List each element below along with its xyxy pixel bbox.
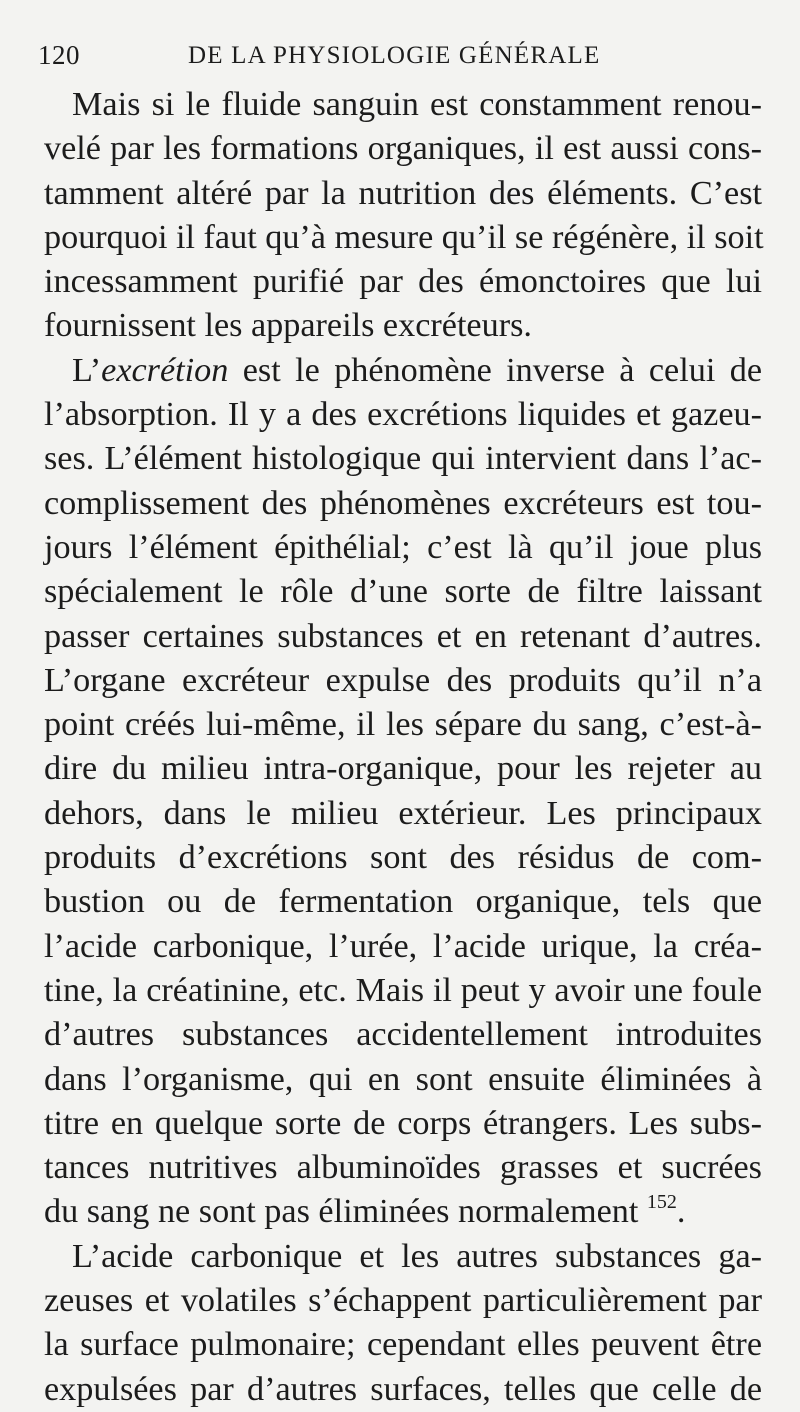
running-head: DE LA PHYSIOLOGIE GÉNÉRALE — [188, 42, 601, 69]
text-line — [44, 1190, 762, 1234]
text-line: tine, la créatinine, etc. Mais il peut y avoir une foule — [44, 971, 762, 1009]
text-line: L’organe excréteur expulse des produits qu’il n’a — [44, 661, 762, 699]
text-line: zeuses et volatiles s’échappent particulièrement par — [44, 1282, 762, 1320]
text-line: produits d’excrétions sont des résidus de com- — [44, 839, 762, 877]
text-line: Mais si le fluide sanguin est constamment renou- — [72, 86, 762, 123]
text-line: L’acide carbonique et les autres substances ga- — [72, 1237, 762, 1275]
italic-term: excrétion — [101, 351, 229, 389]
text-line: fournissent les appareils excréteurs. — [44, 307, 532, 345]
text-line: jours l’élément épithélial; c’est là qu’il joue plus — [44, 528, 762, 566]
paragraph-3 — [44, 1235, 762, 1412]
text-line: passer certaines substances et en retenant d’autres. — [44, 617, 762, 655]
text-line: dire du milieu intra-organique, pour les rejeter au — [44, 750, 762, 788]
text-line: dehors, dans le milieu extérieur. Les principaux — [44, 794, 762, 832]
text-line: titre en quelque sorte de corps étrangers. Les subs- — [44, 1104, 762, 1142]
text-line: d’autres substances accidentellement introduites — [44, 1016, 762, 1054]
text-line: dans l’organisme, qui en sont ensuite éliminées à — [44, 1060, 762, 1098]
text-line: velé par les formations organiques, il est aussi cons- — [44, 130, 762, 168]
text-line: la surface pulmonaire; cependant elles peuvent être — [44, 1326, 762, 1364]
text-line: tamment altéré par la nutrition des éléments. C’est — [44, 174, 762, 212]
text-fragment: du sang ne sont pas éliminées normalement — [44, 1193, 647, 1231]
text-line: complissement des phénomènes excréteurs est tou- — [44, 484, 762, 522]
text-line: spécialement le rôle d’une sorte de filtre laissant — [44, 573, 762, 611]
text-prefix: L’ — [72, 351, 102, 389]
text-fragment: . — [676, 1193, 686, 1231]
text-line: bustion ou de fermentation organique, tels que — [44, 883, 762, 921]
text-line: expulsées par d’autres surfaces, telles que celle de — [44, 1370, 762, 1408]
text-line: tances nutritives albuminoïdes grasses et sucrées — [44, 1149, 762, 1187]
paragraph-2 — [44, 349, 762, 1235]
text-fragment: est le phénomène inverse à celui de — [228, 351, 762, 389]
text-line — [44, 349, 762, 393]
page-header — [38, 40, 758, 80]
paragraph-1 — [44, 83, 762, 349]
text-line: l’absorption. Il y a des excrétions liquides et gazeu- — [44, 396, 762, 434]
text-line: l’acide carbonique, l’urée, l’acide urique, la créa- — [44, 927, 762, 965]
text-line: incessamment purifié par des émonctoires que lui — [44, 263, 762, 301]
text-line: point créés lui-même, il les sépare du sang, c’est-à- — [44, 706, 762, 744]
body-text — [44, 83, 762, 1412]
page-number: 120 — [38, 40, 80, 70]
text-line: ses. L’élément histologique qui intervient dans l’ac- — [44, 440, 762, 478]
footnote-reference[interactable]: 152 — [646, 1191, 677, 1214]
text-line: pourquoi il faut qu’à mesure qu’il se régénère, il soit — [44, 218, 764, 256]
